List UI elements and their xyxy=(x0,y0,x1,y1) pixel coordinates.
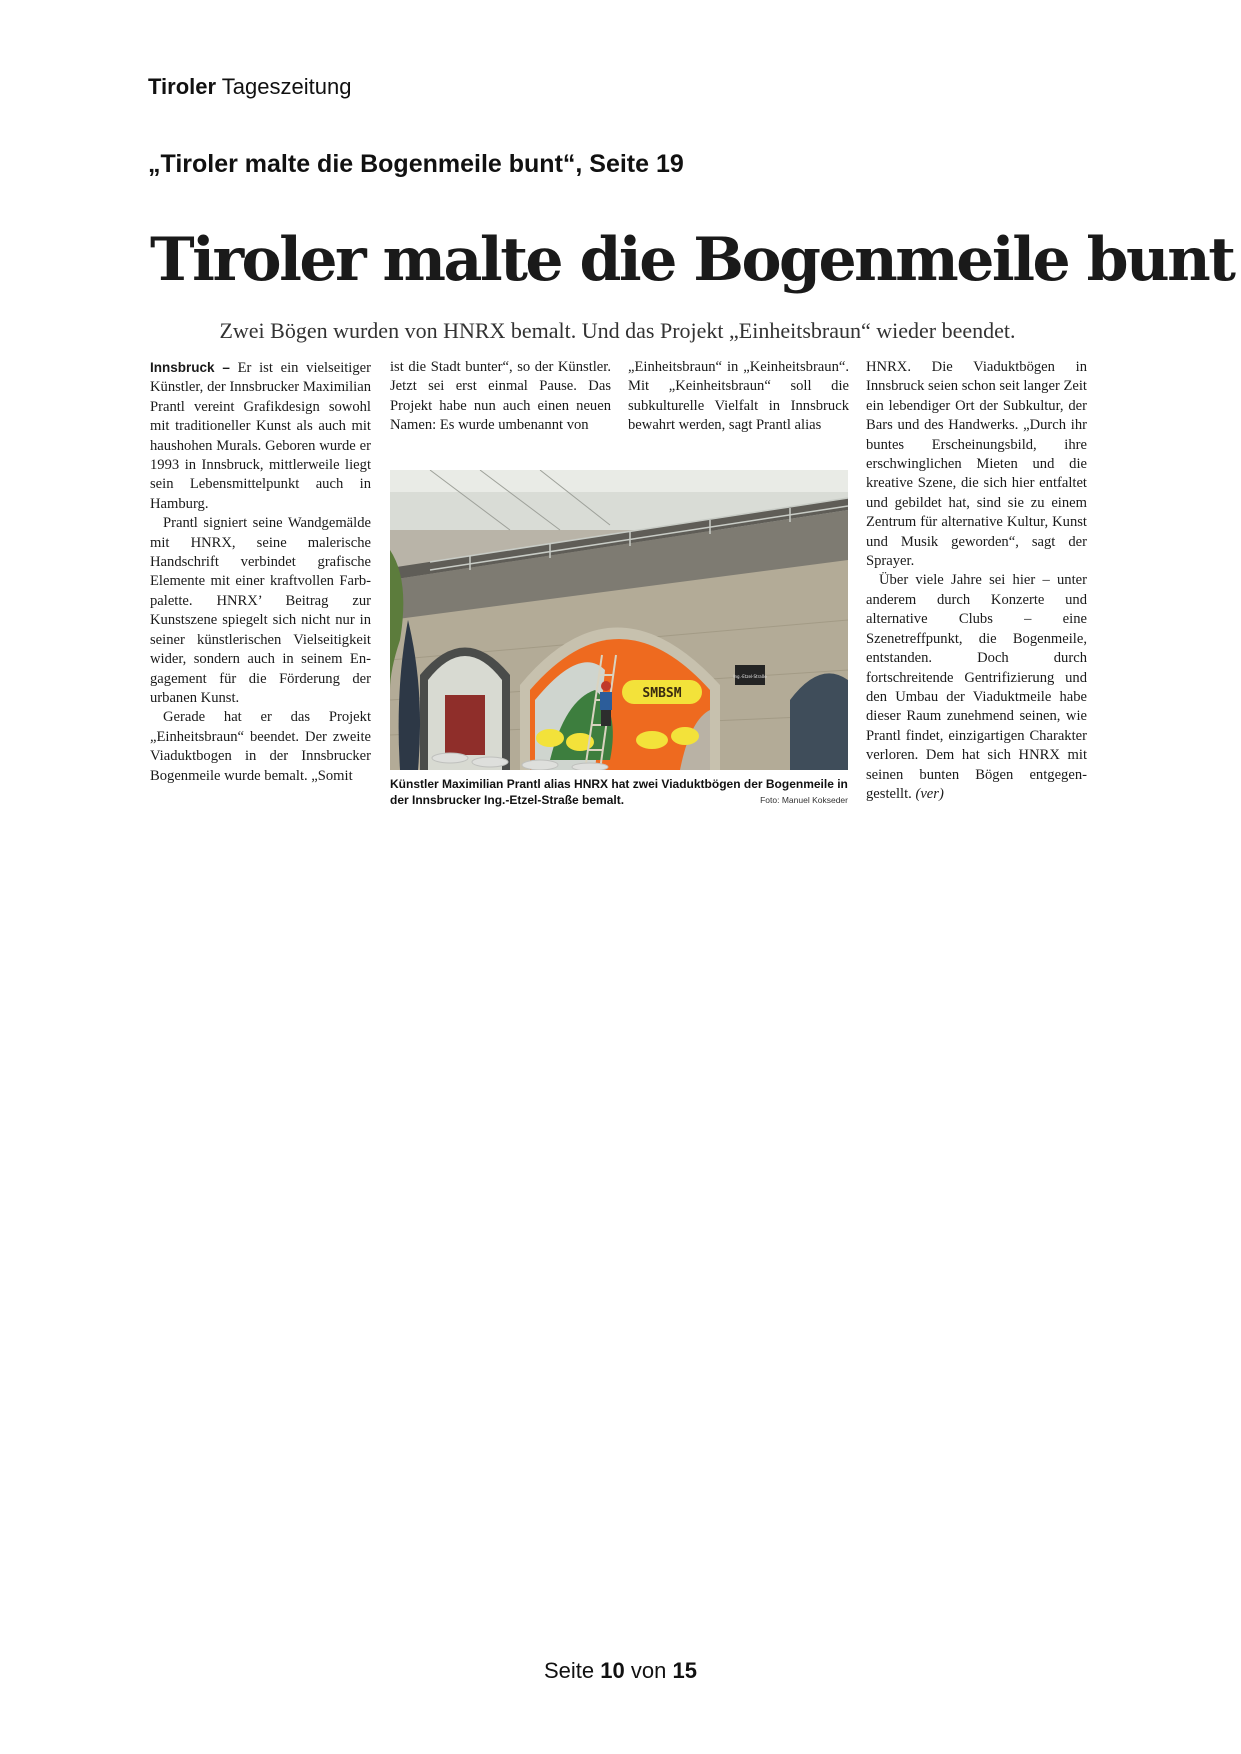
article-column-1 xyxy=(150,358,371,786)
column-1-paragraph-2: Prantl signiert seine Wandgemälde mit HNRX, seine malerische Handschrift verbindet grafische Elemente mit einer kraftvollen Farbpalette. HNRX’ Beitrag zur Kunstszene spiegelt sich nicht nur in seiner künstlerischen Vielseitigkeit wider, sondern auch in seinem Engagement für die Förderung der urbanen Kunst. xyxy=(150,515,371,706)
column-3-paragraph: „Einheitsbraun“ in „Keinheitsbraun“. Mit „Keinheitsbraun“ soll die subkulturelle Vielfalt in Innsbruck bewahrt werden, sagt Prantl alias xyxy=(628,359,849,434)
footer-middle: von xyxy=(630,1658,667,1683)
photo-credit: Foto: Manuel Kokseder xyxy=(760,795,848,805)
footer-total-pages: 15 xyxy=(672,1658,697,1683)
publication-name-bold: Tiroler xyxy=(148,74,217,99)
document-title: „Tiroler malte die Bogenmeile bunt“, Seite 19 xyxy=(148,150,684,178)
dateline: Innsbruck – xyxy=(150,360,230,375)
footer-current-page: 10 xyxy=(600,1658,625,1683)
photo-caption-text: Künstler Maximilian Prantl alias HNRX hat zwei Viaduktbögen der Bogenmeile in der Innsbrucker Ing.-Etzel-Straße bemalt. xyxy=(390,777,848,807)
publication-name-rest: Tageszeitung xyxy=(221,74,352,99)
footer-prefix: Seite xyxy=(544,1658,595,1683)
article-column-4 xyxy=(866,358,1087,804)
article-column-2 xyxy=(390,358,611,436)
column-4-paragraph-1: HNRX. Die Viaduktbögen in Innsbruck seien schon seit langer Zeit ein lebendiger Ort der Subkultur, der Bars und des Handwerks. „Durch ihr buntes Erscheinungsbild, ihre erschwinglichen Mieten und die kreative Szene, die sich hier entfaltet und gebildet hat, sind sie zu einem Zentrum für alternative Kultur, Kunst und Musik geworden“, sagt der Sprayer. xyxy=(866,359,1087,570)
author-initials: (ver) xyxy=(915,785,944,802)
photo-caption xyxy=(390,776,848,808)
mural-lettering: SMBSM xyxy=(642,686,682,701)
column-1-paragraph-3: Gerade hat er das Projekt „Einheitsbraun“ beendet. Der zweite Viaduktbogen in der Innsbrucker Bogenmeile wurde bemalt. „Somit xyxy=(150,709,371,784)
viaduct-mural-illustration xyxy=(390,470,848,770)
page-footer xyxy=(0,1658,1241,1684)
column-2-paragraph: ist die Stadt bunter“, so der Künstler. Jetzt sei erst einmal Pause. Das Projekt habe nun auch einen neuen Namen: Es wurde umbenannt von xyxy=(390,359,611,434)
street-sign-text: Ing.-Etzel-Straße xyxy=(733,674,767,679)
article-photo xyxy=(390,470,848,770)
article-column-3 xyxy=(628,358,849,436)
publication-name xyxy=(148,74,351,100)
column-1-paragraph-1-text: Er ist ein vielseitiger Künstler, der Innsbrucker Maximilian Prantl vereint Grafikdesign sowohl mit traditioneller Kunst als auch mit haushohen Murals. Geboren wurde er 1993 in Innsbruck, mittlerweile liegt sein Lebensmittelpunkt auch in Hamburg. xyxy=(150,360,371,512)
article-subheadline: Zwei Bögen wurden von HNRX bemalt. Und das Projekt „Einheitsbraun“ wieder beendet. xyxy=(219,318,1016,343)
column-4-paragraph-2-text: Über viele Jahre sei hier – unter anderem durch Konzerte und alternative Clubs – eine Szenetreffpunkt, die Bogenmeile, entstanden. Doch durch fortschreitende Gentrifizierung und den Umbau der Viaduktmeile habe dieser Raum zunehmend seinen, wie Prantl findet, einzigartigen Charakter verloren. Dem hat sich HNRX mit seinen bunten Bögen entgegengestellt. xyxy=(866,572,1087,802)
column-1-paragraph-1 xyxy=(150,358,371,514)
article-headline: Tiroler malte die Bogenmeile bunt xyxy=(150,225,1234,295)
newspaper-clipping xyxy=(150,225,1234,880)
column-4-paragraph-2 xyxy=(866,571,1087,804)
